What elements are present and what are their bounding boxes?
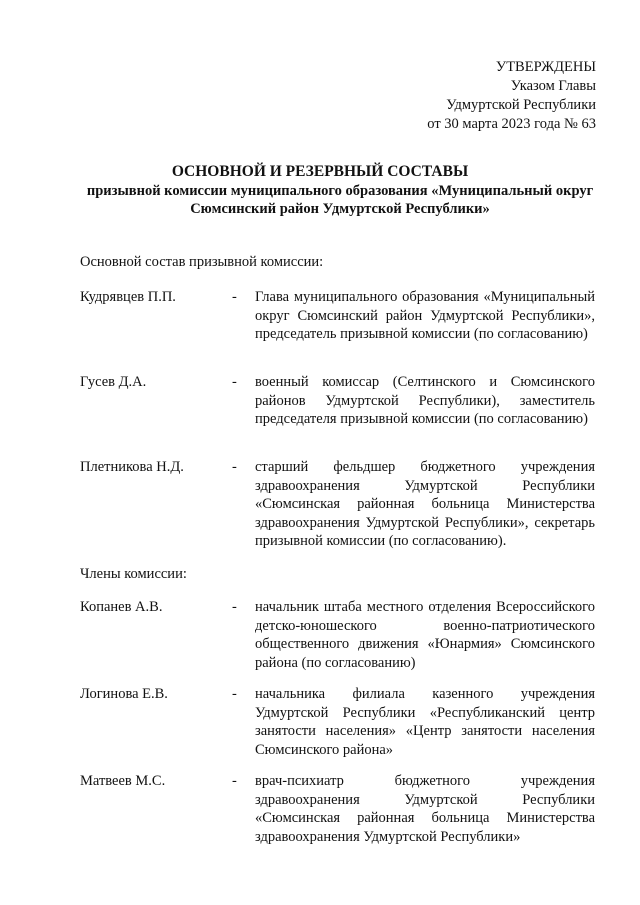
member-name: Матвеев М.С. bbox=[80, 773, 166, 789]
member-dash: - bbox=[232, 289, 237, 305]
member-description: начальник штаба местного отделения Всероссийского детско-юношеского военно-патриотического общественного движения «Юнармия» Сюмсинского района (по согласованию) bbox=[255, 599, 595, 671]
member-dash: - bbox=[232, 459, 237, 475]
member-description: Глава муниципального образования «Муниципальный округ Сюмсинский район Удмуртской Республики», председатель призывной комиссии (по согласованию) bbox=[255, 289, 595, 342]
document-subtitle: призывной комиссии муниципального образования «Муниципальный округ Сюмсинский район Удмуртской Республики» bbox=[86, 183, 594, 217]
member-name: Логинова Е.В. bbox=[80, 686, 168, 702]
member-name: Копанев А.В. bbox=[80, 599, 163, 615]
member-description: врач-психиатр бюджетного учреждения здравоохранения Удмуртской Республики «Сюмсинская районная больница Министерства здравоохранения Удмуртской Республики» bbox=[255, 773, 595, 845]
member-name: Кудрявцев П.П. bbox=[80, 289, 176, 305]
member-name: Плетникова Н.Д. bbox=[80, 459, 184, 475]
main-section-heading: Основной состав призывной комиссии: bbox=[80, 254, 324, 270]
member-name: Гусев Д.А. bbox=[80, 374, 147, 390]
member-description: старший фельдшер бюджетного учреждения здравоохранения Удмуртской Республики «Сюмсинская районная больница Министерства здравоохранения Удмуртской Республики», секретарь призывной комиссии (по согласованию). bbox=[255, 459, 595, 549]
member-dash: - bbox=[232, 773, 237, 789]
approval-block bbox=[352, 58, 596, 134]
approval-decree: Указом Главы bbox=[510, 78, 596, 94]
approval-date-number: от 30 марта 2023 года № 63 bbox=[427, 116, 596, 132]
document-title: ОСНОВНОЙ И РЕЗЕРВНЫЙ СОСТАВЫ bbox=[171, 163, 469, 180]
member-dash: - bbox=[232, 686, 237, 702]
member-dash: - bbox=[232, 599, 237, 615]
members-section-heading: Члены комиссии: bbox=[80, 566, 187, 582]
member-description: начальника филиала казенного учреждения Удмуртской Республики «Республиканский центр занятости населения» «Центр занятости населения Сюмсинского района» bbox=[255, 686, 595, 758]
member-description: военный комиссар (Селтинского и Сюмсинского районов Удмуртской Республики), заместитель председателя призывной комиссии (по согласованию) bbox=[255, 374, 595, 427]
approval-status: УТВЕРЖДЕНЫ bbox=[495, 59, 596, 75]
approval-republic: Удмуртской Республики bbox=[446, 97, 596, 113]
member-dash: - bbox=[232, 374, 237, 390]
